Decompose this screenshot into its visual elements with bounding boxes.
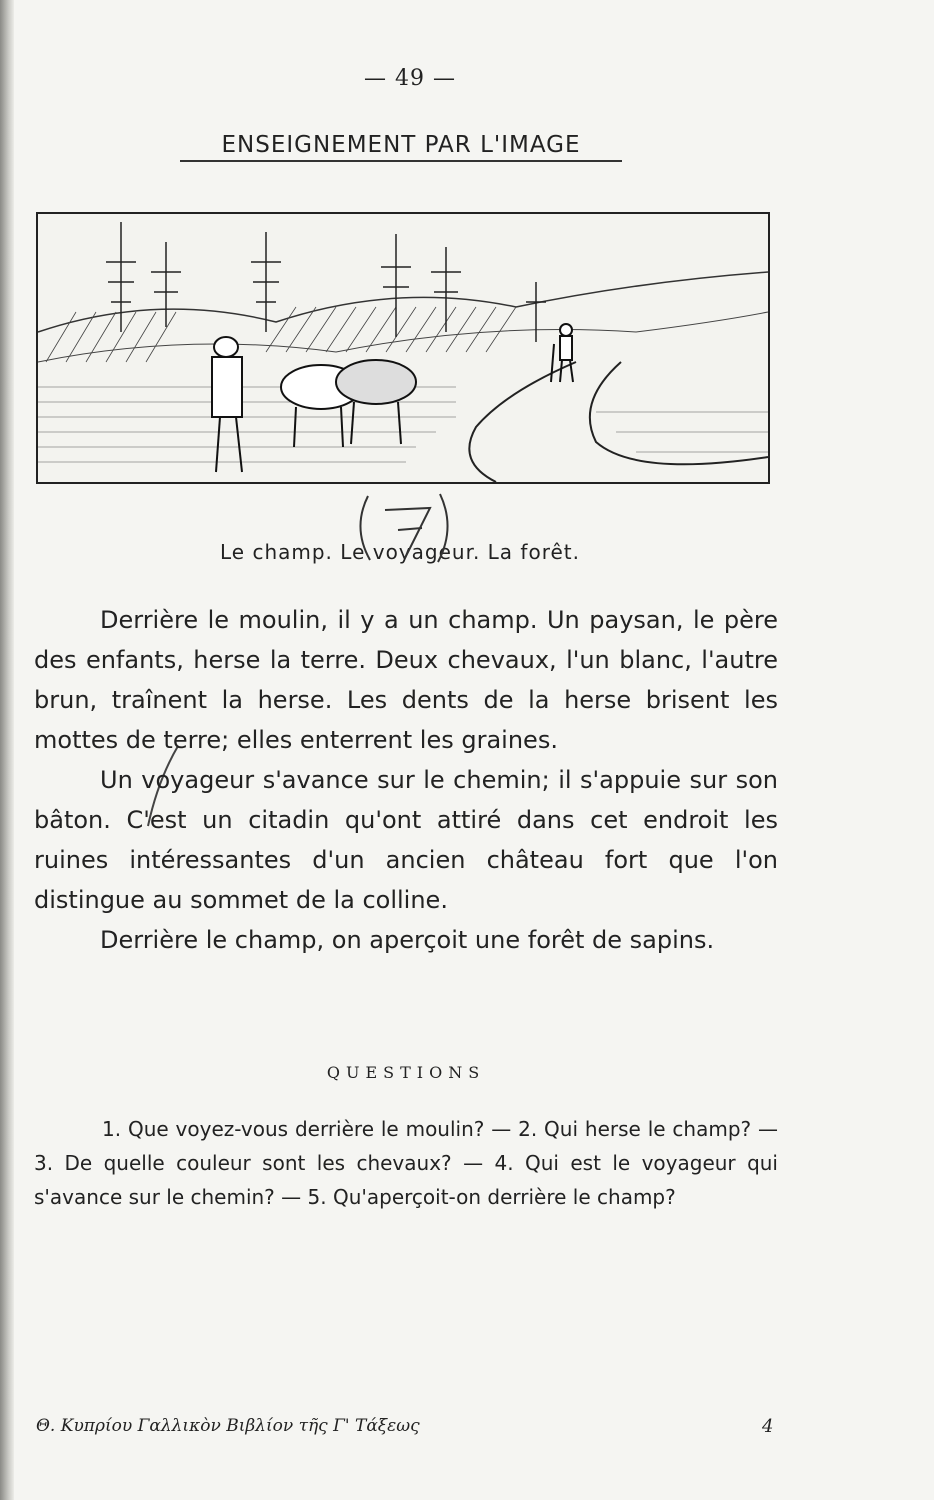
body-text (34, 600, 778, 960)
footer-book-title: Θ. Κυπρίου Γαλλικὸν Βιβλίον τῆς Γ' Τάξεως (36, 1416, 420, 1436)
paragraph: Derrière le moulin, il y a un champ. Un paysan, le père des enfants, herse la terre. Deux chevaux, l'un blanc, l'autre brun, traînent la herse. Les dents de la herse brisent les mottes de terre; elles enterrent les graines. (34, 606, 778, 754)
section-title: ENSEIGNEMENT PAR L'IMAGE (180, 132, 622, 162)
paragraph: Un voyageur s'avance sur le chemin; il s'appuie sur son bâton. C'est un citadin qu'ont attiré dans cet endroit les ruines intéressantes d'un ancien château fort que l'on distingue au sommet de la colline. (34, 766, 778, 914)
page-number: — 49 — (364, 66, 456, 91)
paragraph: Derrière le champ, on aperçoit une forêt de sapins. (100, 926, 715, 954)
farm-field-illustration (36, 212, 770, 492)
page-binding-edge (0, 0, 14, 1500)
questions-text (34, 1112, 778, 1214)
illustration-caption: Le champ. Le voyageur. La forêt. (220, 540, 580, 564)
handwritten-note-icon (350, 488, 460, 568)
footer-signature-number: 4 (762, 1416, 774, 1437)
questions-heading: QUESTIONS (326, 1063, 486, 1082)
questions-paragraph: 1. Que voyez-vous derrière le moulin? — 2. Qui herse le champ? — 3. De quelle couleur sont les chevaux? — 4. Qui est le voyageur qui s'avance sur le chemin? — 5. Qu'aperçoit-on derrière le champ? (34, 1117, 778, 1209)
